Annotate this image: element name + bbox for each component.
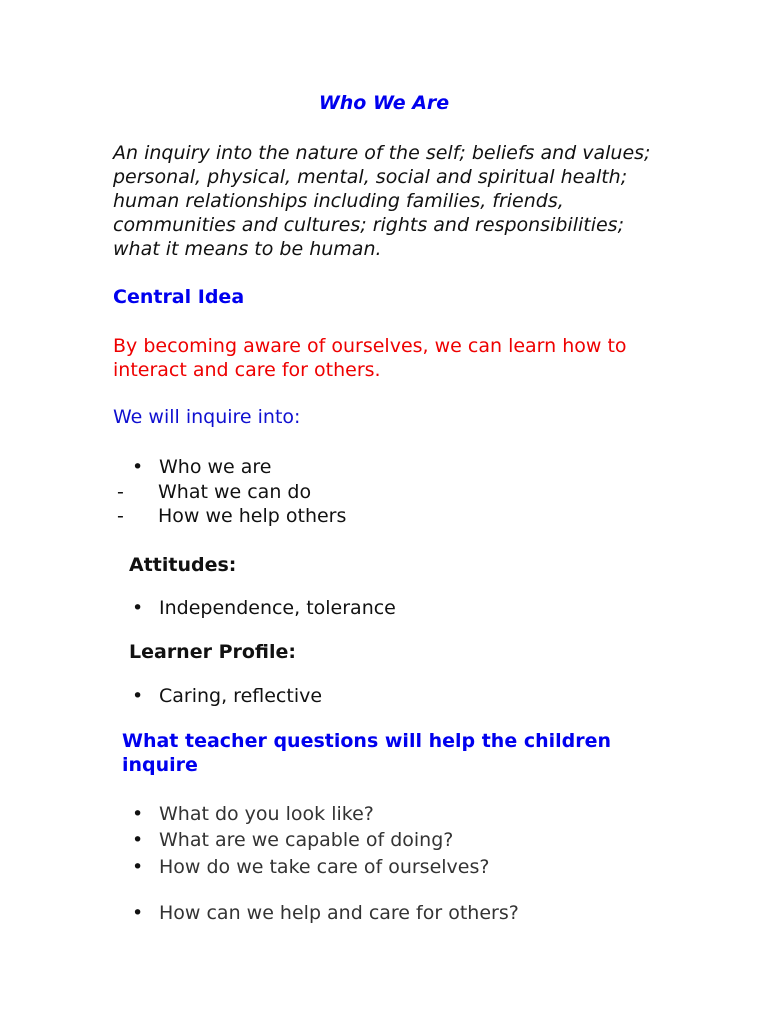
bullet-icon: • <box>132 456 144 478</box>
inquire-label: We will inquire into: <box>113 406 301 428</box>
list-item: How we help others <box>158 505 347 527</box>
attitudes-heading: Attitudes: <box>129 554 237 576</box>
bullet-icon: • <box>132 902 144 924</box>
bullet-icon: • <box>132 803 144 825</box>
list-item: Who we are <box>159 456 272 478</box>
list-item: What we can do <box>158 481 312 503</box>
dash-icon: - <box>117 481 124 503</box>
bullet-icon: • <box>132 597 144 619</box>
list-item: Caring, reflective <box>159 685 323 707</box>
list-item: Independence, tolerance <box>159 597 396 619</box>
learner-profile-heading: Learner Profile: <box>129 641 297 663</box>
list-item: What do you look like? <box>159 803 374 825</box>
bullet-icon: • <box>132 829 144 851</box>
intro-paragraph: An inquiry into the nature of the self; beliefs and values; personal, physical, mental, social and spiritual health; human relationships including families, friends, communities and cultures; rights and responsibilities; what it means to be human. <box>113 142 651 260</box>
bullet-icon: • <box>132 856 144 878</box>
teacher-questions-heading: What teacher questions will help the children inquire <box>122 730 612 776</box>
bullet-icon: • <box>132 685 144 707</box>
central-idea-heading: Central Idea <box>113 286 245 308</box>
list-item: How do we take care of ourselves? <box>159 856 490 878</box>
list-item: How can we help and care for others? <box>159 902 519 924</box>
central-idea-text: By becoming aware of ourselves, we can learn how to interact and care for others. <box>113 335 627 381</box>
list-item: What are we capable of doing? <box>159 829 454 851</box>
page-title: Who We Are <box>318 92 450 114</box>
dash-icon: - <box>117 505 124 527</box>
